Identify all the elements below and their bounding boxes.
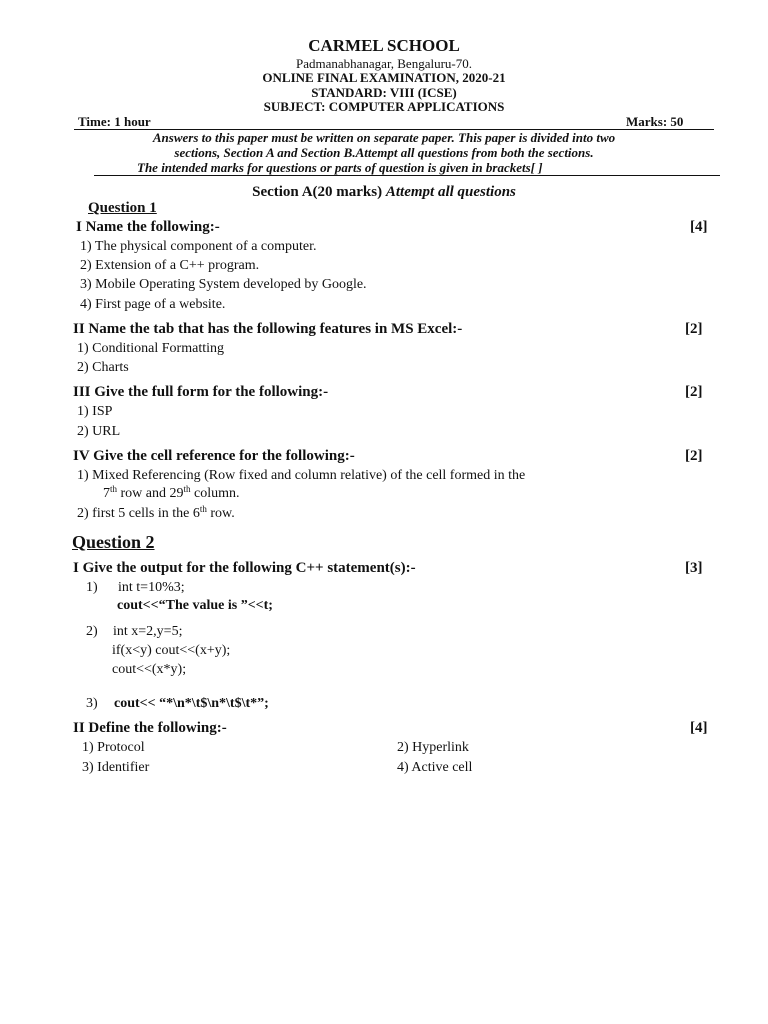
- q1-part4-item-2: 2) first 5 cells in the 6th row.: [77, 504, 235, 521]
- q1-part1-heading: I Name the following:-: [76, 219, 220, 235]
- q2-part2-item-3: 3) Identifier: [82, 760, 150, 775]
- q1-part2-marks: [2]: [685, 321, 703, 337]
- q2-part2-marks: [4]: [690, 720, 708, 736]
- code-1-line-2: cout<<“The value is ”<<t;: [117, 598, 273, 613]
- q2-part1-heading: I Give the output for the following C++ statement(s):-: [73, 560, 416, 576]
- code-2-line-3: cout<<(x*y);: [112, 662, 187, 677]
- instruction-line-1: Answers to this paper must be written on separate paper. This paper is divided into two: [152, 130, 616, 145]
- instruction-line-2: sections, Section A and Section B.Attempt all questions from both the sections.: [174, 145, 594, 160]
- q1-part2-item-2: 2) Charts: [77, 360, 129, 375]
- standard-line: STANDARD: VIII (ICSE): [311, 85, 457, 100]
- code-2-line-2: if(x<y) cout<<(x+y);: [112, 643, 231, 658]
- q1-part2-item-1: 1) Conditional Formatting: [77, 341, 224, 356]
- q1-part1-item-2: 2) Extension of a C++ program.: [80, 258, 260, 273]
- q1-part1-item-1: 1) The physical component of a computer.: [80, 239, 317, 254]
- q1-part3-item-2: 2) URL: [77, 424, 121, 439]
- q1-part1-item-3: 3) Mobile Operating System developed by Google.: [80, 277, 367, 292]
- section-a-subtitle: Attempt all questions: [385, 184, 516, 200]
- code-1-line-1: int t=10%3;: [118, 580, 185, 595]
- q2-part2-item-2: 2) Hyperlink: [397, 740, 469, 755]
- time-allowed: Time: 1 hour: [78, 114, 151, 129]
- code-2-number: 2): [86, 624, 98, 639]
- school-name: CARMEL SCHOOL: [308, 36, 460, 55]
- question-1-label: Question 1: [88, 200, 157, 216]
- q1-part4-heading: IV Give the cell reference for the following:-: [73, 448, 355, 464]
- code-2-line-1: int x=2,y=5;: [113, 624, 183, 639]
- instruction-rule: [94, 175, 720, 176]
- q1-part3-heading: III Give the full form for the following:-: [73, 384, 329, 400]
- section-a-heading: [0, 184, 768, 201]
- q1-part4-marks: [2]: [685, 448, 703, 464]
- max-marks: Marks: 50: [626, 114, 684, 129]
- q2-part1-marks: [3]: [685, 560, 703, 576]
- instruction-line-3: The intended marks for questions or parts of question is given in brackets[ ]: [137, 160, 543, 175]
- code-1-number: 1): [86, 580, 98, 595]
- school-address: Padmanabhanagar, Bengaluru-70.: [295, 56, 472, 71]
- code-3-number: 3): [86, 696, 98, 711]
- subject-line: SUBJECT: COMPUTER APPLICATIONS: [263, 99, 505, 114]
- q2-part2-item-1: 1) Protocol: [82, 740, 145, 755]
- code-3-line-1: cout<< “*\n*\t$\n*\t$\t*”;: [114, 696, 269, 711]
- q1-part1-marks: [4]: [690, 219, 708, 235]
- section-a-title: Section A(20 marks): [252, 184, 383, 200]
- exam-title: ONLINE FINAL EXAMINATION, 2020-21: [262, 70, 506, 85]
- q1-part3-marks: [2]: [685, 384, 703, 400]
- question-2-label: Question 2: [72, 532, 155, 552]
- q1-part3-item-1: 1) ISP: [77, 404, 113, 419]
- q1-part4-item-1-line-1: 1) Mixed Referencing (Row fixed and column relative) of the cell formed in the: [77, 468, 526, 483]
- q2-part2-item-4: 4) Active cell: [397, 760, 473, 775]
- q1-part4-item-1-line-2: 7th row and 29th column.: [103, 484, 240, 501]
- q1-part1-item-4: 4) First page of a website.: [80, 297, 226, 312]
- q2-part2-heading: II Define the following:-: [73, 720, 227, 736]
- q1-part2-heading: II Name the tab that has the following features in MS Excel:-: [73, 321, 463, 337]
